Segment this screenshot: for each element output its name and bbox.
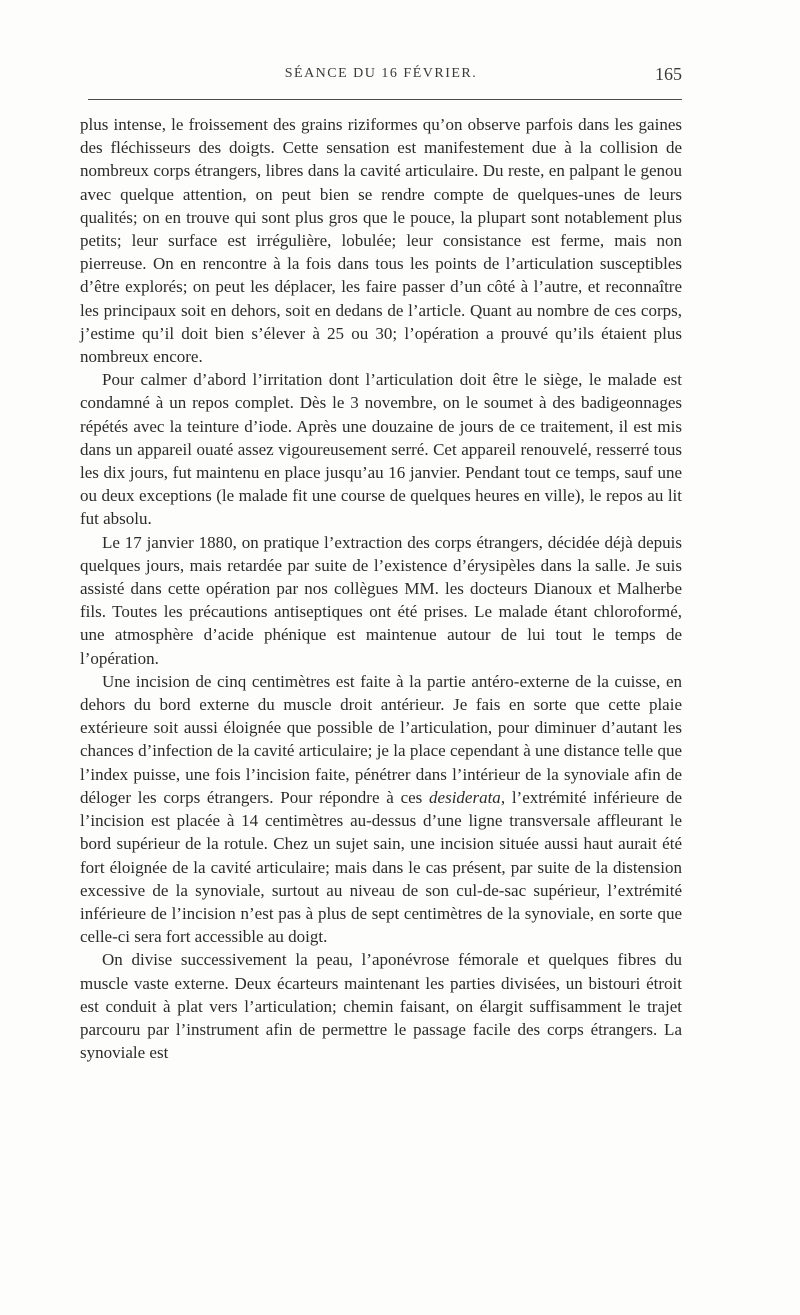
paragraph-treatment: Pour calmer d’abord l’irritation dont l’articulation doit être le siège, le malade est condamné à un repos complet. Dès le 3 novembre, on le soumet à des badigeonnages répétés avec la teinture d’iode. Après une douzaine de jours de ce traitement, il est mis dans un appareil ouaté assez vigoureusement serré. Cet appareil renouvelé, resserré tous les dix jours, fut maintenu en place jusqu’au 16 janvier. Pendant tout ce temps, sauf une ou deux exceptions (le malade fit une course de quelques heures en ville), le repos au lit fut absolu. — [80, 370, 682, 529]
incision-text-before: Une incision de cinq centimètres est faite à la partie antéro-externe de la cuisse, en dehors du bord externe du muscle droit antérieur. Je fais en sorte que cette plaie extérieure soit aussi éloignée que possible de l’articulation, pour diminuer d’autant les chances d’infection de la cavité articulaire; je la place cependant à une distance telle que l’index puisse, une fois l’incision faite, pénétrer dans l’intérieur de la synoviale afin de déloger les corps étrangers. Pour répondre à ces — [80, 671, 682, 807]
paragraph-operation: Le 17 janvier 1880, on pratique l’extraction des corps étrangers, décidée déjà depuis quelques jours, mais retardée par suite de l’existence d’érysipèles dans la salle. Je suis assisté dans cette opération par nos collègues MM. les docteurs Dianoux et Malherbe fils. Toutes les précautions antiseptiques ont été prises. Le malade étant chloroformé, une atmosphère d’acide phénique est maintenue autour de lui tout le temps de l’opération. — [80, 532, 682, 668]
body-text — [80, 113, 682, 1064]
header-rule — [88, 99, 682, 100]
paragraph-division: On divise successivement la peau, l’aponévrose fémorale et quelques fibres du muscle vaste externe. Deux écarteurs maintenant les parties divisées, un bistouri étroit est conduit à plat vers l’articulation; chemin faisant, on élargit suffisamment le trajet parcouru par l’instrument afin de permettre le passage facile des corps étrangers. La synoviale est — [80, 950, 682, 1063]
paragraph-continued: plus intense, le froissement des grains riziformes qu’on observe parfois dans les gaines des fléchisseurs des doigts. Cette sensation est manifestement due à la collision de nombreux corps étrangers, libres dans la cavité articulaire. Du reste, en palpant le genou avec quelque attention, on peut bien se rendre compte de quelques-unes de leurs qualités; on en trouve qui sont plus gros que le pouce, la plupart sont notablement plus petits; leur surface est irrégulière, lobulée; leur consistance est ferme, mais non pierreuse. On en rencontre à la fois dans tous les points de l’articulation susceptibles d’être explorés; on peut les déplacer, les faire passer d’un côté à l’autre, et reconnaître les principaux soit en dehors, soit en dedans de l’article. Quant au nombre de ces corps, j’estime qu’il doit bien s’élever à 25 ou 30; l’opération a prouvé qu’ils étaient plus nombreux encore. — [80, 115, 682, 367]
incision-text-after: , l’extrémité inférieure de l’incision est placée à 14 centimètres au-dessus d’une ligne transversale affleurant le bord supérieur de la rotule. Chez un sujet sain, une incision située aussi haut aurait été fort éloignée de la cavité articulaire; mais dans le cas présent, par suite de la distension excessive de la synoviale, surtout au niveau de son cul-de-sac supérieur, l’extrémité inférieure de l’incision n’est pas à plus de sept centimètres de la synoviale, en sorte que celle-ci sera fort accessible au doigt. — [80, 787, 683, 947]
paragraph-incision — [80, 670, 682, 948]
running-title: SÉANCE DU 16 FÉVRIER. — [284, 66, 478, 81]
page-number: 165 — [655, 64, 682, 84]
italic-term: desiderata — [429, 787, 501, 807]
page-header — [80, 66, 682, 90]
